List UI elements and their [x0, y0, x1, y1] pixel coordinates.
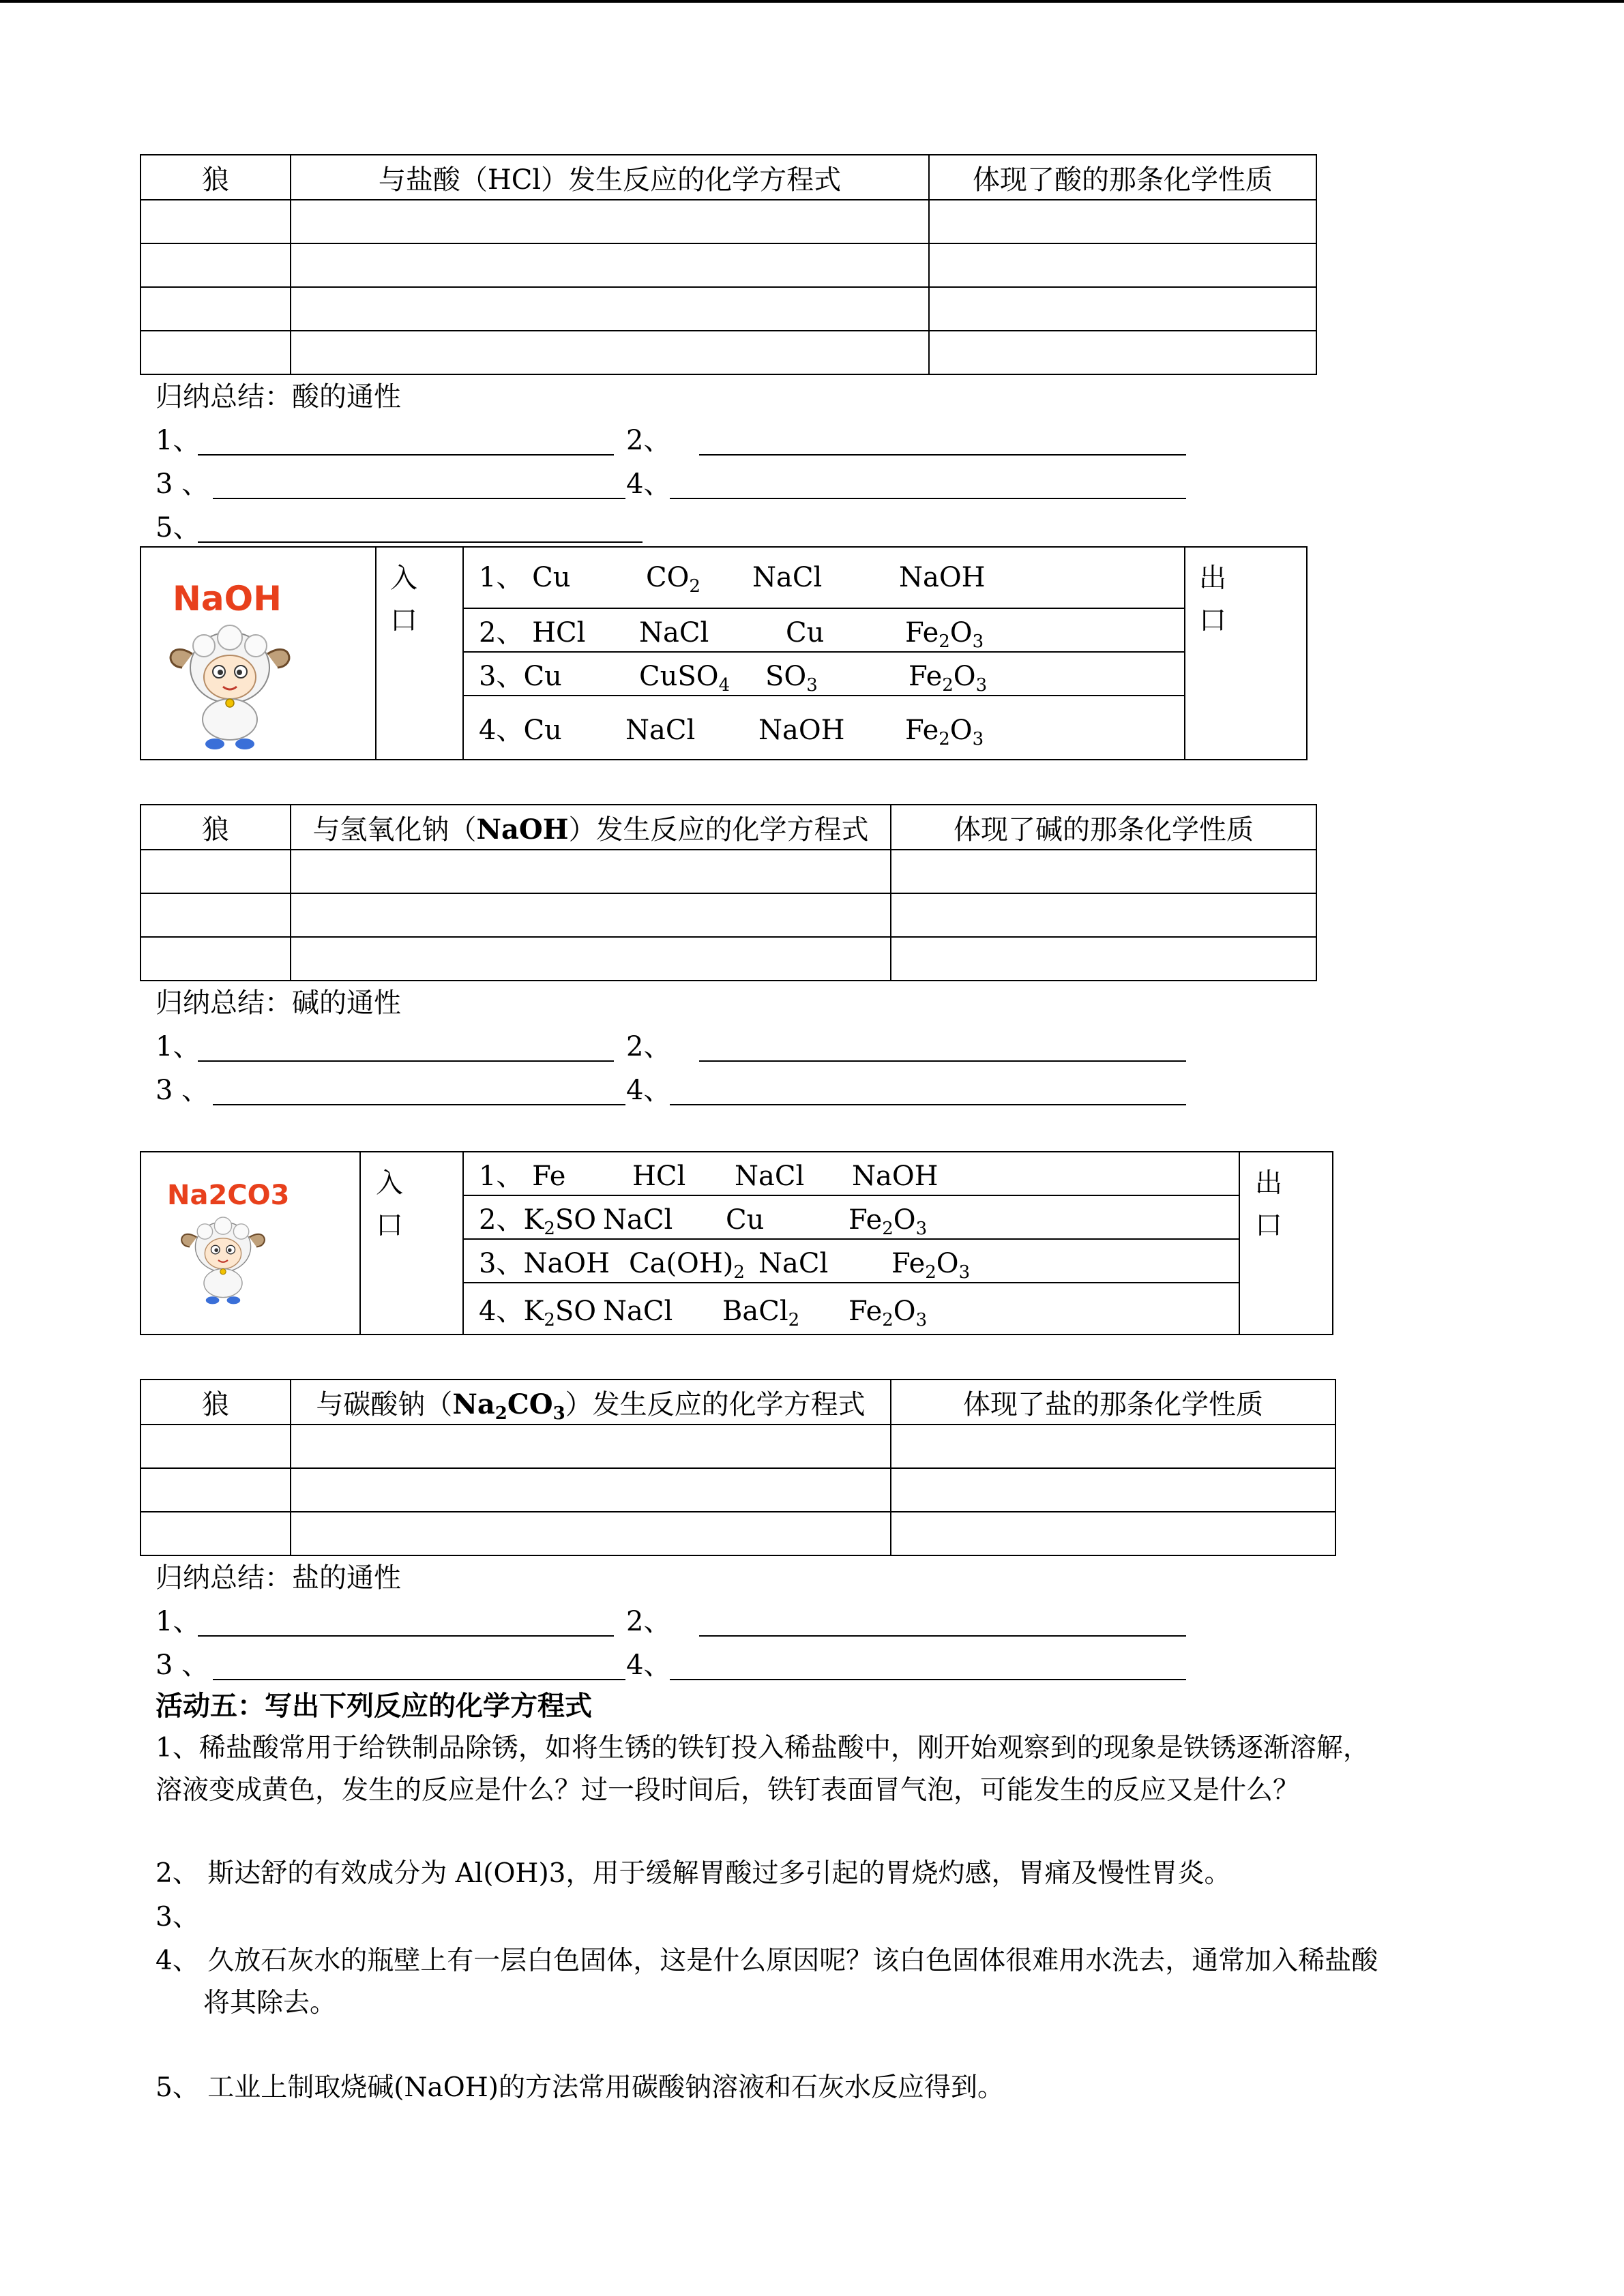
salt-answer-line-3[interactable] [213, 1679, 625, 1680]
na2co3-option-item: BaCl$_2$ [722, 1295, 800, 1330]
naoh-option-item: NaCl [639, 616, 709, 648]
naoh-option-item: Cu [786, 616, 825, 648]
naoh-exit-cell [1185, 547, 1307, 760]
naoh-entrance-char-2: 口 [390, 605, 417, 636]
salt-summary-label-1: 1、 [156, 1606, 201, 1637]
activity5-q3: 3、 [156, 1902, 199, 1933]
base-cell[interactable] [141, 850, 291, 893]
salt-summary-label-4: 4、 [626, 1650, 671, 1681]
acid-header-property: 体现了酸的那条化学性质 [929, 155, 1316, 200]
naoh-logo-cell [141, 547, 376, 760]
na2co3-option-item: NaCl [735, 1160, 805, 1192]
naoh-entrance-char-1: 入 [390, 563, 417, 594]
na2co3-option-item: Cu [726, 1204, 765, 1236]
acid-summary-label-4: 4、 [626, 468, 671, 500]
na2co3-option-item: NaOH [852, 1160, 939, 1192]
base-cell[interactable] [891, 937, 1316, 981]
na2co3-option-row-3[interactable] [463, 1239, 1239, 1283]
acid-cell[interactable] [141, 243, 291, 287]
na2co3-option-item: NaCl [758, 1247, 829, 1279]
acid-table [140, 154, 1317, 375]
acid-summary-label-5: 5、 [156, 512, 201, 543]
naoh-option-item: 3、Cu [479, 660, 562, 692]
na2co3-option-item: $Fe_2O_3$ [891, 1247, 971, 1283]
acid-cell[interactable] [291, 243, 929, 287]
base-cell[interactable] [891, 893, 1316, 937]
na2co3-entrance-cell [360, 1152, 463, 1335]
naoh-box [140, 546, 1308, 760]
base-header-property: 体现了碱的那条化学性质 [891, 805, 1316, 850]
na2co3-exit-cell [1239, 1152, 1333, 1335]
salt-header-wolf: 狼 [141, 1380, 291, 1425]
naoh-option-item: CuSO$_4$ [639, 660, 730, 696]
salt-header-equation: 与碳酸钠$(Na_2CO_3)$发生反应的化学方程式 [291, 1380, 891, 1425]
base-cell[interactable] [891, 850, 1316, 893]
naoh-option-item: NaCl [625, 714, 696, 746]
base-header-equation: 与氢氧化钠（NaOH）发生反应的化学方程式 [291, 805, 891, 850]
activity5-title: 活动五：写出下列反应的化学方程式 [156, 1690, 592, 1722]
acid-cell[interactable] [291, 200, 929, 243]
salt-answer-line-2[interactable] [699, 1635, 1186, 1637]
na2co3-exit-char-1: 出 [1255, 1167, 1282, 1199]
salt-cell[interactable] [141, 1425, 291, 1468]
base-answer-line-3[interactable] [213, 1104, 625, 1105]
base-summary-label-4: 4、 [626, 1075, 671, 1106]
acid-cell[interactable] [929, 200, 1316, 243]
base-cell[interactable] [291, 937, 891, 981]
salt-cell[interactable] [291, 1468, 891, 1512]
activity5-q4-line2: 将其除去。 [203, 1988, 337, 2018]
na2co3-exit-char-2: 口 [1255, 1210, 1282, 1241]
naoh-option-item: 1、 Cu [479, 562, 571, 593]
na2co3-option-item: $Fe_2O_3$ [848, 1295, 928, 1330]
acid-summary-title: 归纳总结：酸的通性 [156, 381, 401, 413]
acid-cell[interactable] [929, 243, 1316, 287]
na2co3-option-row-1[interactable] [463, 1152, 1239, 1195]
salt-cell[interactable] [141, 1468, 291, 1512]
na2co3-option-item: 3、NaOH [479, 1247, 610, 1279]
naoh-option-item: $Fe_2O_3$ [909, 660, 988, 696]
salt-summary-label-3: 3 、 [156, 1650, 209, 1681]
naoh-option-item: $Fe_2O_3$ [905, 616, 984, 652]
base-summary-title: 归纳总结：碱的通性 [156, 987, 401, 1019]
acid-cell[interactable] [929, 287, 1316, 331]
base-summary-label-3: 3 、 [156, 1075, 209, 1106]
naoh-option-row-3[interactable] [463, 652, 1185, 696]
sheep-mascot-icon [175, 1212, 271, 1308]
salt-cell[interactable] [891, 1468, 1335, 1512]
na2co3-entrance-char-2: 口 [376, 1210, 403, 1241]
acid-summary-label-1: 1、 [156, 425, 201, 456]
naoh-option-item: $CO_2$ [646, 562, 700, 597]
naoh-exit-char-1: 出 [1199, 563, 1226, 594]
salt-cell[interactable] [291, 1512, 891, 1555]
base-cell[interactable] [291, 850, 891, 893]
na2co3-option-item: NaCl [603, 1295, 673, 1327]
base-answer-line-1[interactable] [198, 1060, 614, 1062]
salt-table [140, 1379, 1336, 1556]
base-answer-line-4[interactable] [670, 1104, 1186, 1105]
activity5-q1-line1: 1、稀盐酸常用于给铁制品除锈，如将生锈的铁钉投入稀盐酸中，刚开始观察到的现象是铁锈逐渐溶解， [156, 1733, 1370, 1763]
base-cell[interactable] [141, 937, 291, 981]
na2co3-option-row-4[interactable] [463, 1283, 1239, 1335]
acid-header-equation: 与盐酸（HCl）发生反应的化学方程式 [291, 155, 929, 200]
acid-cell[interactable] [141, 331, 291, 374]
base-cell[interactable] [291, 893, 891, 937]
salt-answer-line-1[interactable] [198, 1635, 614, 1637]
acid-summary-label-2: 2、 [626, 425, 671, 456]
na2co3-entrance-char-1: 入 [376, 1167, 403, 1199]
naoh-option-item: $SO_3$ [765, 660, 818, 696]
naoh-exit-char-2: 口 [1199, 605, 1226, 636]
salt-cell[interactable] [291, 1425, 891, 1468]
acid-answer-line-5[interactable] [198, 541, 643, 543]
base-header-wolf: 狼 [141, 805, 291, 850]
salt-cell[interactable] [891, 1425, 1335, 1468]
na2co3-option-item: HCl [632, 1160, 686, 1192]
na2co3-option-item: 1、 Fe [479, 1160, 566, 1192]
salt-header-property: 体现了盐的那条化学性质 [891, 1380, 1335, 1425]
activity5-q4-line1: 4、 久放石灰水的瓶壁上有一层白色固体，这是什么原因呢？该白色固体很难用水洗去，通常加入稀盐酸 [156, 1945, 1378, 1976]
salt-cell[interactable] [141, 1512, 291, 1555]
na2co3-option-item: $Fe_2O_3$ [848, 1204, 928, 1239]
naoh-option-row-2[interactable] [463, 608, 1185, 652]
activity5-q1-line2: 溶液变成黄色，发生的反应是什么？过一段时间后，铁钉表面冒气泡，可能发生的反应又是什么？ [156, 1775, 1300, 1806]
na2co3-option-row-2[interactable] [463, 1195, 1239, 1239]
acid-cell[interactable] [291, 287, 929, 331]
salt-summary-title: 归纳总结：盐的通性 [156, 1562, 401, 1594]
na2co3-option-item: 4、$K_2SO$ [479, 1295, 597, 1330]
base-answer-line-2[interactable] [699, 1060, 1186, 1062]
salt-cell[interactable] [891, 1512, 1335, 1555]
na2co3-logo-cell [141, 1152, 360, 1335]
naoh-option-row-1[interactable] [463, 547, 1185, 608]
salt-answer-line-4[interactable] [670, 1679, 1186, 1680]
acid-answer-line-1[interactable] [198, 454, 614, 456]
acid-cell[interactable] [291, 331, 929, 374]
salt-summary-label-2: 2、 [626, 1606, 671, 1637]
page-top-border [0, 0, 1624, 3]
naoh-option-row-4[interactable] [463, 696, 1185, 760]
naoh-logo-text: NaOH [173, 579, 282, 618]
naoh-option-item: NaOH [899, 562, 986, 593]
na2co3-option-item: NaCl [603, 1204, 673, 1236]
acid-answer-line-3[interactable] [213, 498, 625, 499]
naoh-option-item: $Fe_2O_3$ [905, 714, 984, 749]
activity5-q2: 2、 斯达舒的有效成分为 Al(OH)3，用于缓解胃酸过多引起的胃烧灼感，胃痛及慢性胃炎。 [156, 1858, 1231, 1889]
acid-summary-label-3: 3 、 [156, 468, 209, 500]
acid-cell[interactable] [929, 331, 1316, 374]
acid-answer-line-4[interactable] [670, 498, 1186, 499]
na2co3-logo-text: Na2CO3 [167, 1180, 290, 1211]
naoh-option-item: NaCl [752, 562, 823, 593]
naoh-option-item: 4、Cu [479, 714, 562, 746]
acid-cell[interactable] [141, 287, 291, 331]
acid-answer-line-2[interactable] [699, 454, 1186, 456]
naoh-entrance-cell [376, 547, 463, 760]
naoh-option-item: NaOH [758, 714, 845, 746]
base-table [140, 804, 1317, 981]
na2co3-box [140, 1151, 1333, 1335]
activity5-q5: 5、 工业上制取烧碱(NaOH)的方法常用碳酸钠溶液和石灰水反应得到。 [156, 2072, 1005, 2103]
base-cell[interactable] [141, 893, 291, 937]
na2co3-option-item: 2、$K_2SO$ [479, 1204, 597, 1239]
acid-cell[interactable] [141, 200, 291, 243]
base-summary-label-1: 1、 [156, 1031, 201, 1062]
na2co3-option-item: $Ca(OH)_2$ [629, 1247, 745, 1283]
acid-header-wolf: 狼 [141, 155, 291, 200]
sheep-mascot-icon [162, 618, 298, 755]
naoh-option-item: 2、 HCl [479, 616, 586, 648]
base-summary-label-2: 2、 [626, 1031, 671, 1062]
